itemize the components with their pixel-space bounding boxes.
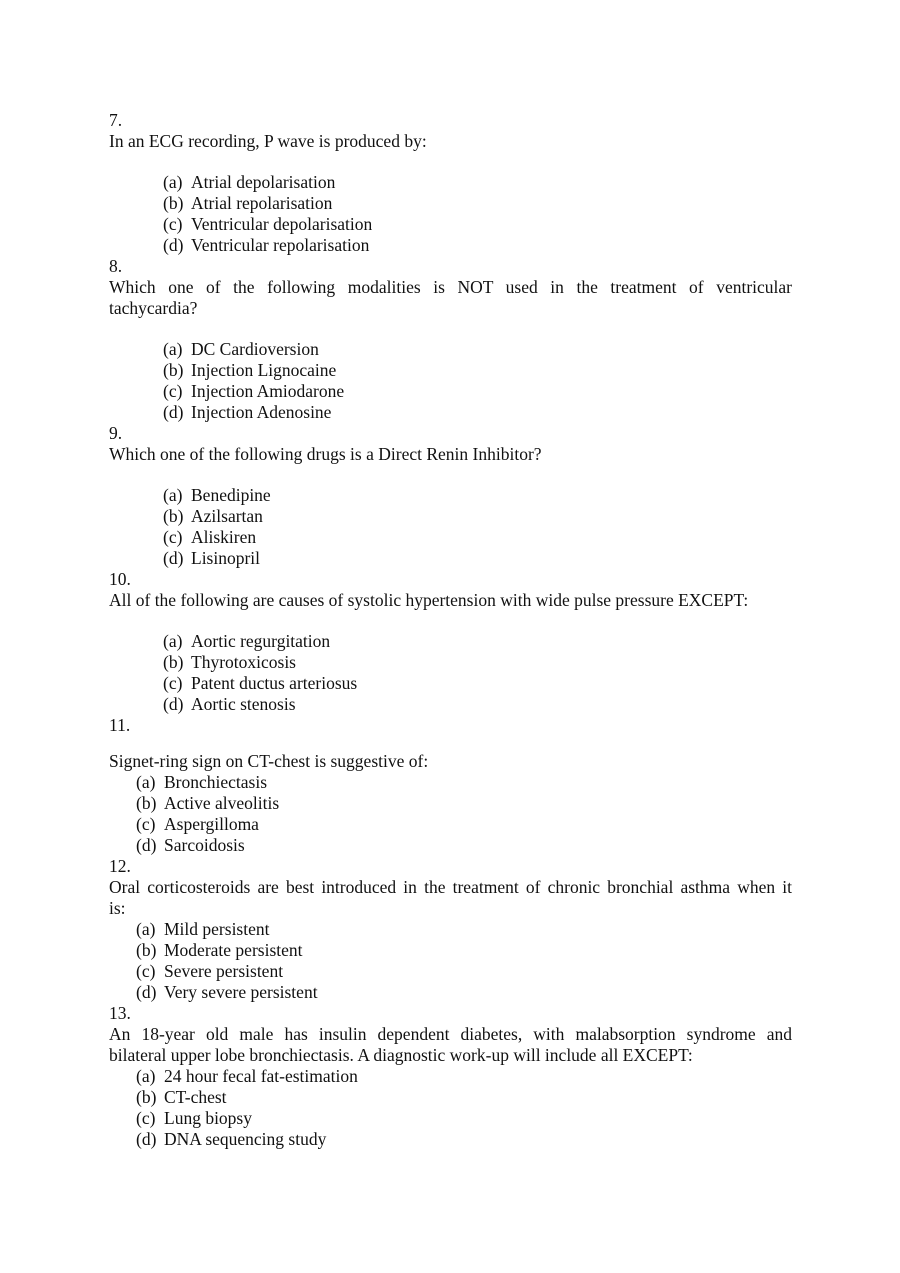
option-text: Very severe persistent xyxy=(164,982,318,1002)
question-number: 7. xyxy=(109,110,123,130)
option-text: DC Cardioversion xyxy=(191,339,319,359)
option-letter: (a) xyxy=(136,1066,156,1086)
option-c xyxy=(163,527,256,548)
question-number: 10. xyxy=(109,569,131,589)
option-text: Aortic regurgitation xyxy=(191,631,331,651)
option-letter: (b) xyxy=(163,652,184,672)
option-letter: (d) xyxy=(163,235,184,255)
option-a xyxy=(163,339,319,360)
question-number: 8. xyxy=(109,256,123,276)
question-text-continued: bilateral upper lobe bronchiectasis. A diagnostic work-up will include all EXCEPT: xyxy=(109,1045,693,1065)
option-letter: (d) xyxy=(163,694,184,714)
option-a xyxy=(136,919,269,940)
option-letter: (a) xyxy=(163,339,183,359)
option-letter: (b) xyxy=(136,793,157,813)
option-letter: (c) xyxy=(136,1108,156,1128)
question-number: 13. xyxy=(109,1003,131,1023)
option-letter: (a) xyxy=(163,172,183,192)
option-text: Aliskiren xyxy=(191,527,257,547)
option-d xyxy=(163,548,260,569)
option-letter: (b) xyxy=(163,360,184,380)
option-c xyxy=(163,673,357,694)
option-text: Active alveolitis xyxy=(164,793,280,813)
option-text: Thyrotoxicosis xyxy=(191,652,296,672)
option-d xyxy=(163,235,369,256)
option-letter: (c) xyxy=(163,527,183,547)
option-letter: (b) xyxy=(136,940,157,960)
option-text: Lisinopril xyxy=(191,548,261,568)
option-b xyxy=(163,506,263,527)
option-letter: (c) xyxy=(136,814,156,834)
option-letter: (b) xyxy=(163,506,184,526)
option-c xyxy=(163,381,344,402)
question-text-continued: is: xyxy=(109,898,126,918)
option-text: Atrial depolarisation xyxy=(191,172,336,192)
option-text: Patent ductus arteriosus xyxy=(191,673,358,693)
option-letter: (d) xyxy=(136,1129,157,1149)
option-text: Injection Amiodarone xyxy=(191,381,345,401)
option-c xyxy=(136,961,283,982)
option-text: CT-chest xyxy=(164,1087,227,1107)
option-text: Aortic stenosis xyxy=(191,694,296,714)
option-letter: (a) xyxy=(136,919,156,939)
option-text: Ventricular depolarisation xyxy=(191,214,373,234)
question-number: 12. xyxy=(109,856,131,876)
option-letter: (c) xyxy=(136,961,156,981)
option-text: 24 hour fecal fat-estimation xyxy=(164,1066,358,1086)
option-letter: (d) xyxy=(136,835,157,855)
option-text: Lung biopsy xyxy=(164,1108,252,1128)
option-text: Injection Adenosine xyxy=(191,402,332,422)
option-a xyxy=(163,631,330,652)
question-text: Signet-ring sign on CT-chest is suggestive of: xyxy=(109,751,429,771)
option-text: Severe persistent xyxy=(164,961,284,981)
option-d xyxy=(136,982,318,1003)
option-text: Ventricular repolarisation xyxy=(191,235,370,255)
question-text: Oral corticosteroids are best introduced in the treatment of chronic bronchial asthma when it xyxy=(109,877,792,897)
question-text: All of the following are causes of systolic hypertension with wide pulse pressure EXCEPT: xyxy=(109,590,749,610)
option-text: Mild persistent xyxy=(164,919,270,939)
option-b xyxy=(136,793,279,814)
option-text: Azilsartan xyxy=(191,506,263,526)
question-number: 9. xyxy=(109,423,123,443)
question-text: Which one of the following drugs is a Direct Renin Inhibitor? xyxy=(109,444,542,464)
option-letter: (c) xyxy=(163,673,183,693)
option-letter: (b) xyxy=(136,1087,157,1107)
option-b xyxy=(136,940,303,961)
option-text: Bronchiectasis xyxy=(164,772,268,792)
option-text: Injection Lignocaine xyxy=(191,360,337,380)
option-a xyxy=(136,1066,358,1087)
option-a xyxy=(163,485,271,506)
option-b xyxy=(163,652,296,673)
option-text: Aspergilloma xyxy=(164,814,259,834)
option-letter: (d) xyxy=(163,402,184,422)
option-text: DNA sequencing study xyxy=(164,1129,327,1149)
option-b xyxy=(136,1087,227,1108)
option-d xyxy=(163,402,331,423)
option-letter: (c) xyxy=(163,381,183,401)
option-b xyxy=(163,360,336,381)
option-b xyxy=(163,193,332,214)
option-letter: (a) xyxy=(163,485,183,505)
option-text: Atrial repolarisation xyxy=(191,193,333,213)
option-c xyxy=(136,1108,252,1129)
question-text-continued: tachycardia? xyxy=(109,298,198,318)
option-c xyxy=(163,214,372,235)
option-text: Sarcoidosis xyxy=(164,835,245,855)
option-a xyxy=(163,172,335,193)
question-number: 11. xyxy=(109,715,131,735)
option-letter: (a) xyxy=(163,631,183,651)
question-text: An 18-year old male has insulin dependent diabetes, with malabsorption syndrome and xyxy=(109,1024,792,1044)
option-text: Benedipine xyxy=(191,485,271,505)
option-letter: (d) xyxy=(163,548,184,568)
option-letter: (b) xyxy=(163,193,184,213)
option-d xyxy=(136,835,245,856)
option-d xyxy=(136,1129,326,1150)
option-letter: (c) xyxy=(163,214,183,234)
option-d xyxy=(163,694,296,715)
option-c xyxy=(136,814,259,835)
question-text: In an ECG recording, P wave is produced by: xyxy=(109,131,427,151)
option-letter: (a) xyxy=(136,772,156,792)
option-a xyxy=(136,772,267,793)
option-text: Moderate persistent xyxy=(164,940,303,960)
question-text: Which one of the following modalities is NOT used in the treatment of ventricular xyxy=(109,277,792,297)
option-letter: (d) xyxy=(136,982,157,1002)
